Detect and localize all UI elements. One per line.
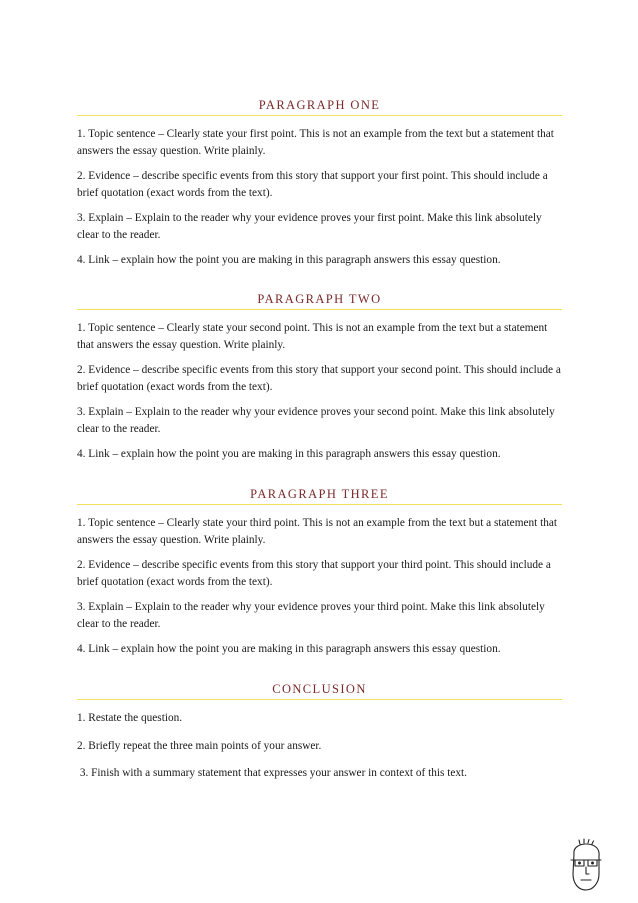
topic-sentence-item: 1. Topic sentence – Clearly state your second point. This is not an example from the text but a statement that answers the essay question. Write plainly.: [77, 322, 548, 351]
restate-item: 1. Restate the question.: [77, 712, 183, 724]
topic-sentence-item: 1. Topic sentence – Clearly state your third point. This is not an example from the text but a statement that answers the essay question. Write plainly.: [77, 517, 558, 546]
summary-item: 3. Finish with a summary statement that expresses your answer in context of this text.: [77, 767, 467, 779]
link-item: 4. Link – explain how the point you are making in this paragraph answers this essay question.: [77, 448, 501, 460]
evidence-item: 2. Evidence – describe specific events from this story that support your first point. This should include a brief quotation (exact words from the text).: [77, 170, 548, 199]
topic-sentence-item: 1. Topic sentence – Clearly state your first point. This is not an example from the text but a statement that answers the essay question. Write plainly.: [77, 128, 554, 157]
link-item: 4. Link – explain how the point you are making in this paragraph answers this essay question.: [77, 254, 501, 266]
evidence-item: 2. Evidence – describe specific events from this story that support your second point. This should include a brief quotation (exact words from the text).: [77, 364, 561, 393]
section-heading: PARAGRAPH ONE: [77, 98, 562, 116]
section-heading: PARAGRAPH TWO: [77, 292, 562, 310]
section-paragraph-three: [77, 487, 562, 667]
repeat-points-item: 2. Briefly repeat the three main points of your answer.: [77, 739, 322, 752]
section-heading: PARAGRAPH THREE: [77, 487, 562, 505]
explain-item: 3. Explain – Explain to the reader why your evidence proves your first point. Make this link absolutely clear to the reader.: [77, 212, 542, 241]
cartoon-face-icon: [566, 838, 606, 896]
explain-item: 3. Explain – Explain to the reader why your evidence proves your third point. Make this link absolutely clear to the reader.: [77, 601, 545, 630]
section-paragraph-two: [77, 292, 562, 472]
section-paragraph-one: [77, 98, 562, 278]
section-heading: CONCLUSION: [77, 682, 562, 700]
evidence-item: 2. Evidence – describe specific events from this story that support your third point. This should include a brief quotation (exact words from the text).: [77, 559, 551, 588]
explain-item: 3. Explain – Explain to the reader why your evidence proves your second point. Make this link absolutely clear to the reader.: [77, 406, 555, 435]
link-item: 4. Link – explain how the point you are making in this paragraph answers this essay question.: [77, 643, 501, 655]
section-conclusion: [77, 682, 562, 791]
